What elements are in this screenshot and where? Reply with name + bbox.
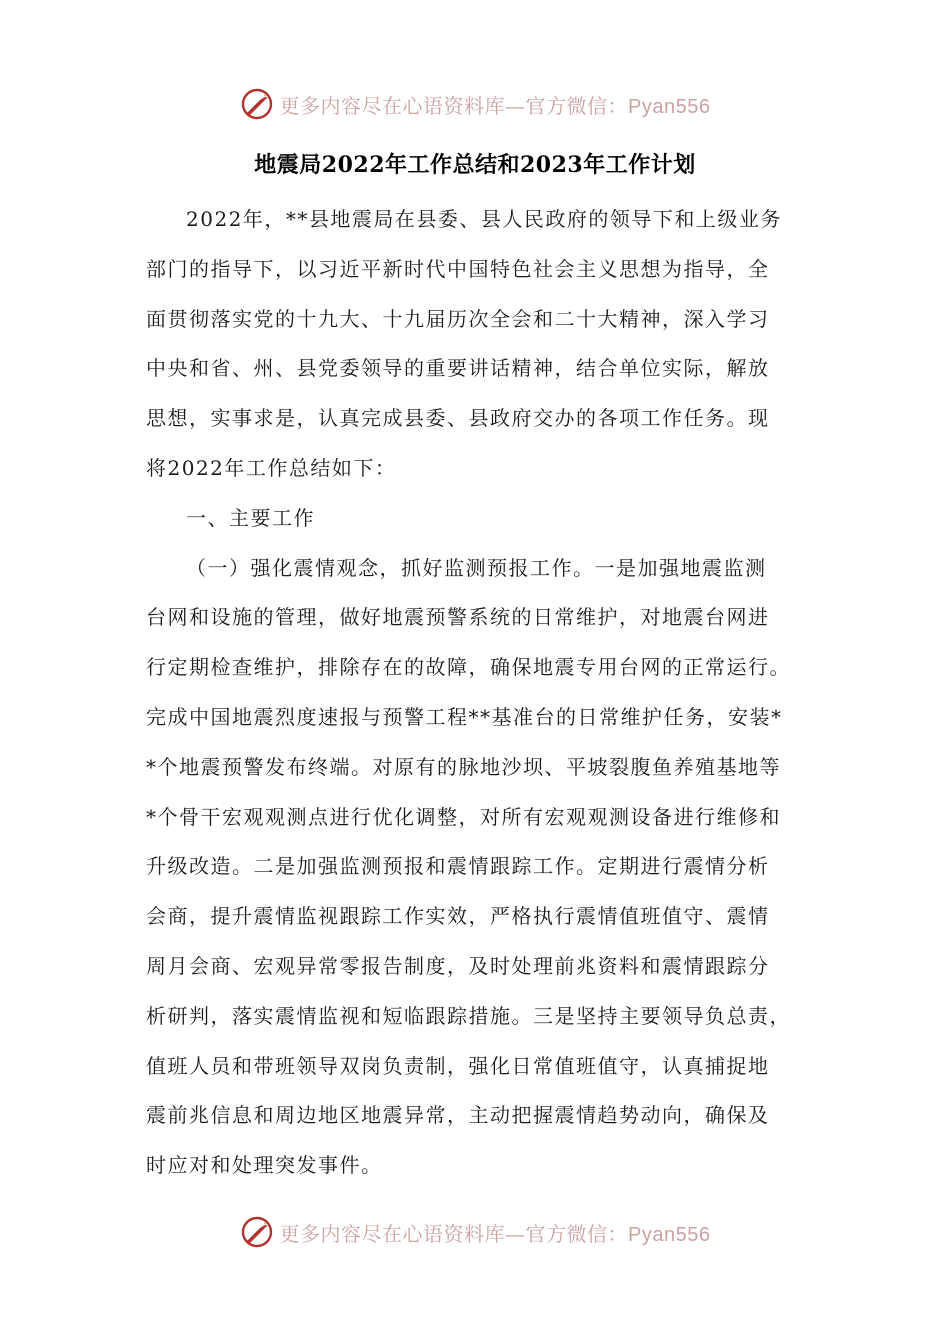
watermark-text: 更多内容尽在心语资料库—官方微信：Pyan556 [279,93,711,118]
body-line: 思想，实事求是，认真完成县委、县政府交办的各项工作任务。现 [146,406,770,431]
document-title: 地震局2022年工作总结和2023年工作计划 [254,152,696,178]
body-line: *个地震预警发布终端。对原有的脉地沙坝、平坡裂腹鱼养殖基地等 [146,754,781,779]
body-line: 部门的指导下，以习近平新时代中国特色社会主义思想为指导，全 [146,256,770,281]
quill-logo-icon [240,87,274,121]
body-line: 台网和设施的管理，做好地震预警系统的日常维护，对地震台网进 [146,605,770,630]
body-line: 升级改造。二是加强监测预报和震情跟踪工作。定期进行震情分析 [146,854,770,879]
section-heading: 一、主要工作 [186,505,315,530]
body-line: *个骨干宏观观测点进行优化调整，对所有宏观观测设备进行维修和 [146,804,781,829]
body-line: 将2022年工作总结如下： [146,455,397,480]
watermark-wechat-id: Pyan556 [628,1223,711,1246]
body-line: 震前兆信息和周边地区地震异常，主动把握震情趋势动向，确保及 [146,1103,770,1128]
document-body [146,200,810,1196]
body-line: 会商，提升震情监视跟踪工作实效，严格执行震情值班值守、震情 [146,904,770,929]
watermark-text: 更多内容尽在心语资料库—官方微信：Pyan556 [279,1221,711,1246]
watermark-wechat-id: Pyan556 [628,95,711,118]
body-line: 面贯彻落实党的十九大、十九届历次全会和二十大精神，深入学习 [146,306,770,331]
body-line: 完成中国地震烈度速报与预警工程**基准台的日常维护任务，安装* [146,704,783,729]
body-line: 时应对和处理突发事件。 [146,1153,383,1178]
body-line: 中央和省、州、县党委领导的重要讲话精神，结合单位实际，解放 [146,356,770,381]
watermark-footer [0,1212,950,1252]
body-line: 值班人员和带班领导双岗负责制，强化日常值班值守，认真捕捉地 [146,1053,770,1078]
body-line: 2022年，**县地震局在县委、县人民政府的领导下和上级业务 [186,207,782,231]
body-line: 析研判，落实震情监视和短临跟踪措施。三是坚持主要领导负总责， [146,1003,791,1028]
body-line: 周月会商、宏观异常零报告制度，及时处理前兆资料和震情跟踪分 [146,953,770,978]
body-line: 行定期检查维护，排除存在的故障，确保地震专用台网的正常运行。 [146,655,791,680]
quill-logo-icon [240,1215,274,1249]
watermark-header [0,84,950,124]
body-line: （一）强化震情观念，抓好监测预报工作。一是加强地震监测 [186,555,767,580]
